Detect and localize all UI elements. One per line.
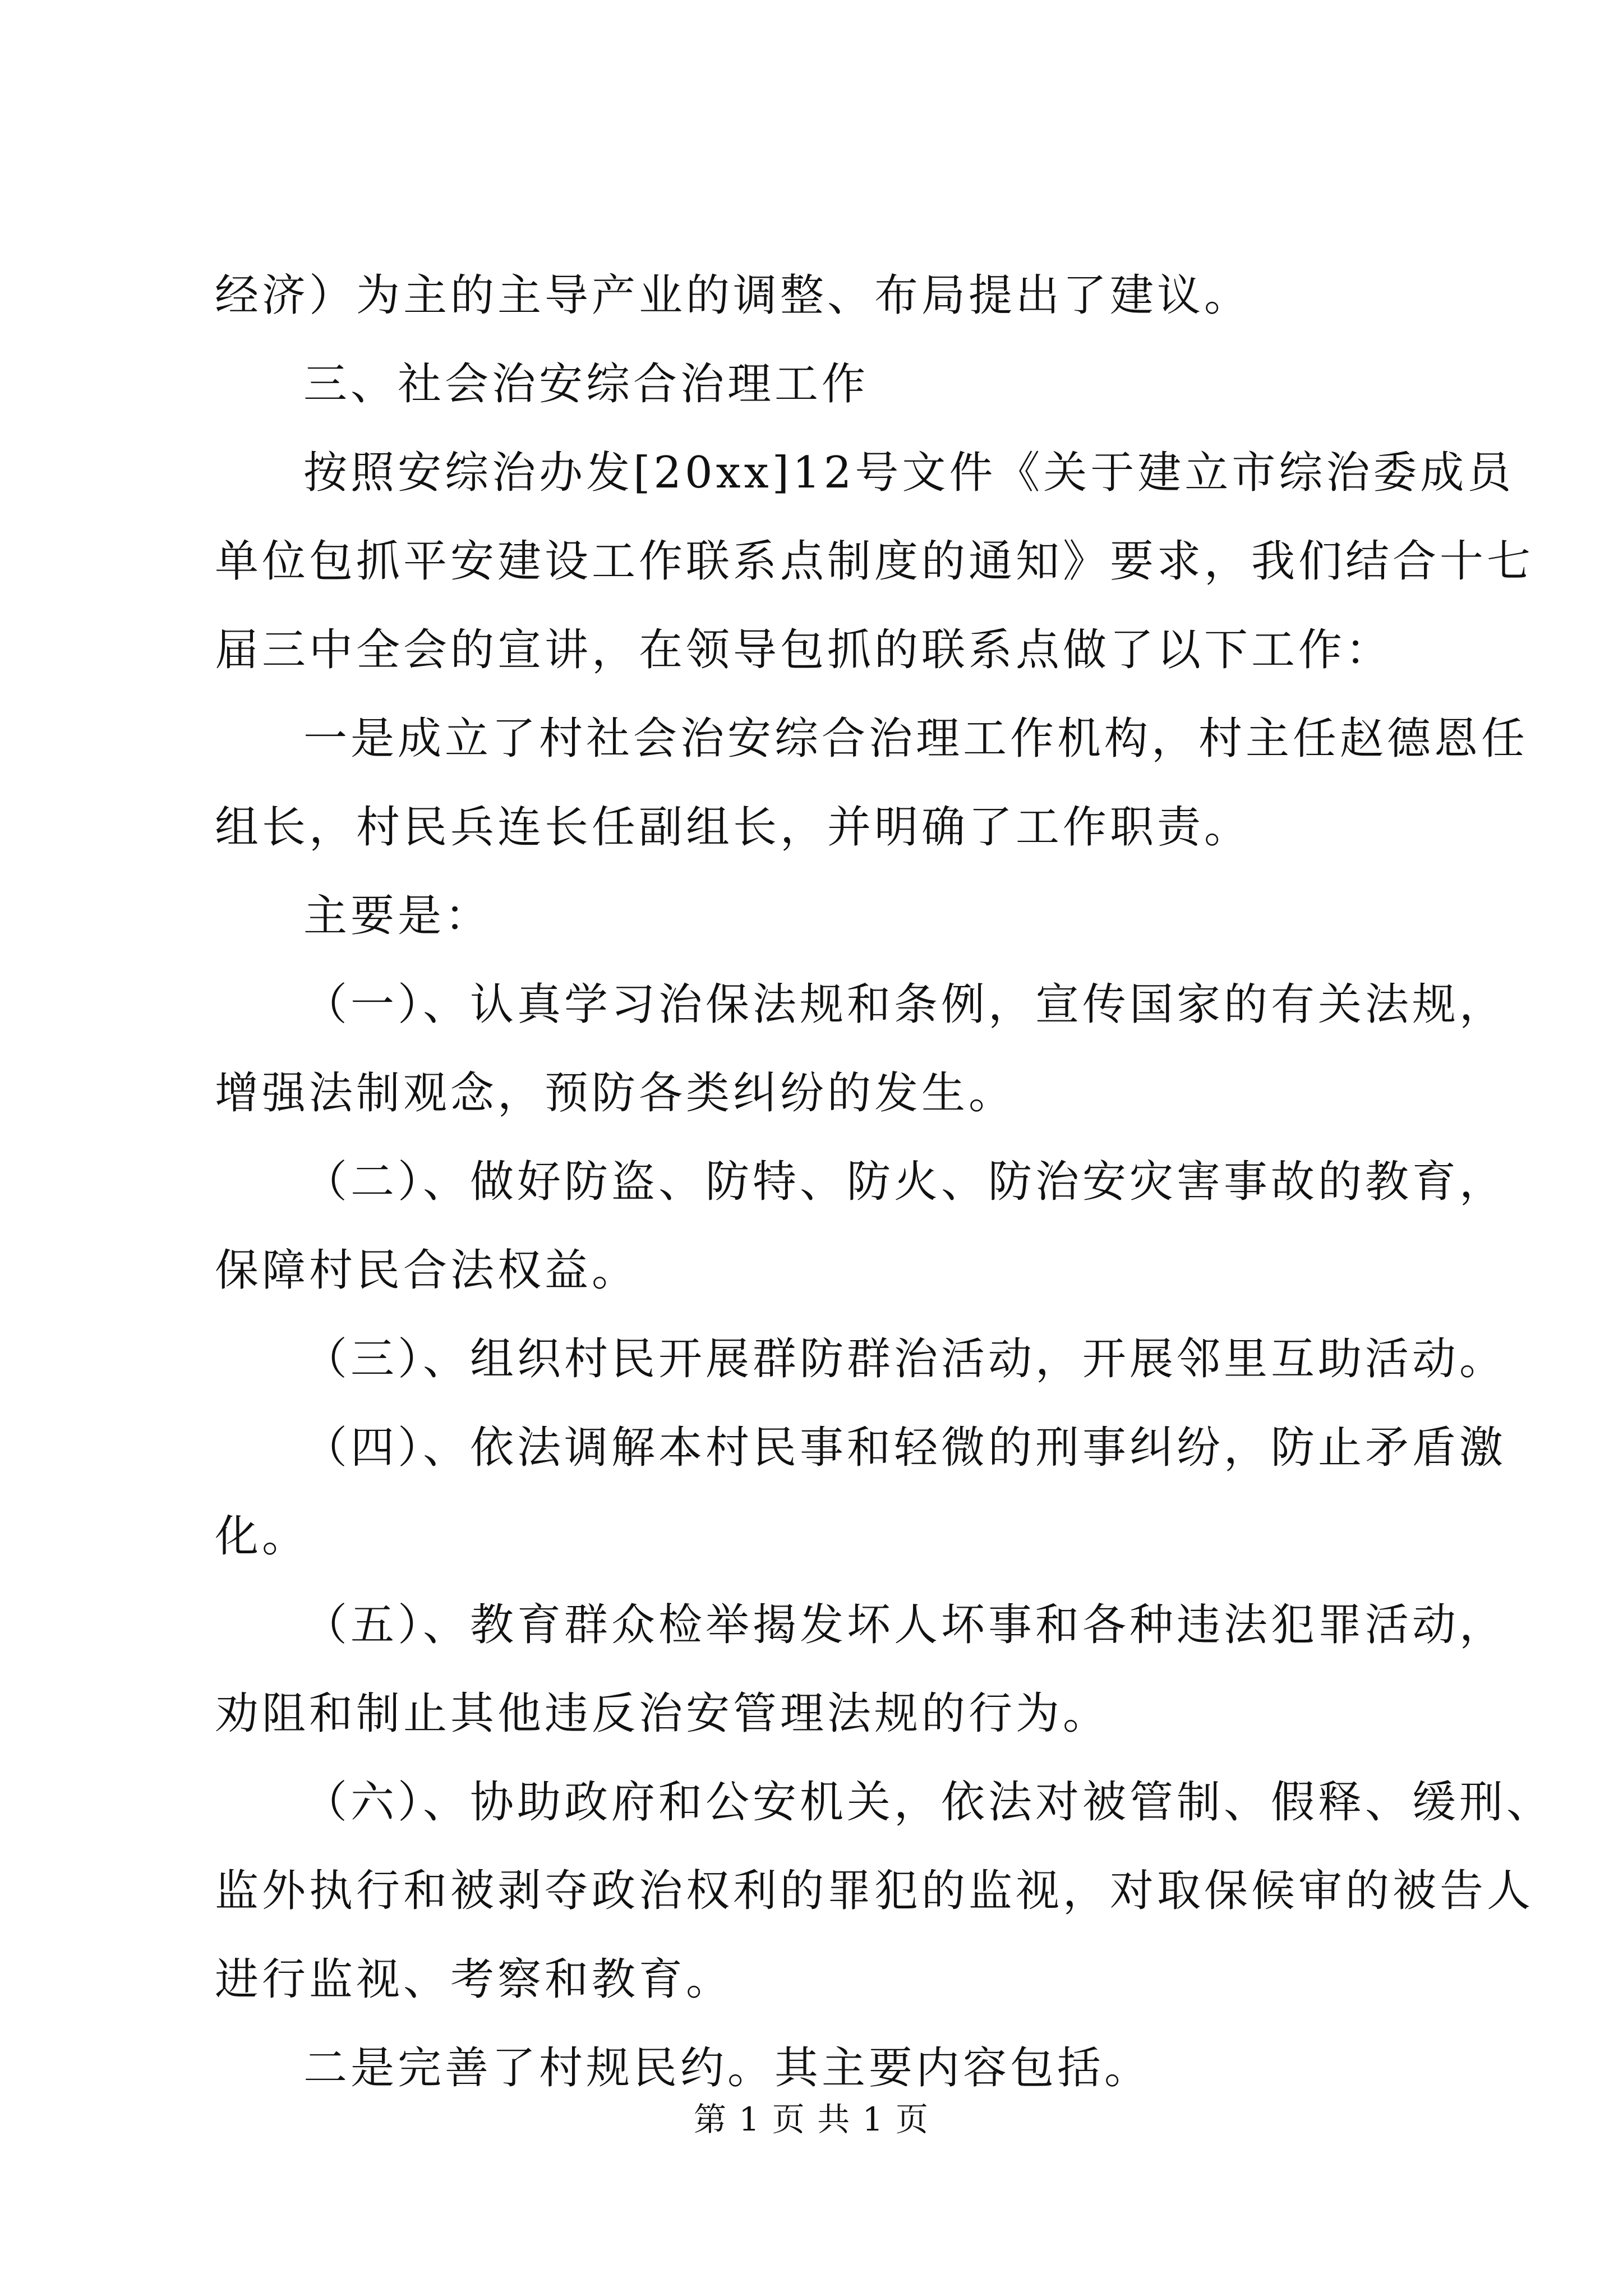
page-footer: 第 1 页 共 1 页 xyxy=(694,2100,929,2138)
list-item: （二）、做好防盗、防特、防火、防治安灾害事故的教育， xyxy=(303,1157,1507,1207)
text-line: 按照安综治办发[20xx]12号文件《关于建立市综治委成员 xyxy=(303,448,1515,498)
text-line: 进行监视、考察和教育。 xyxy=(215,1954,734,2005)
text-line: 经济）为主的主导产业的调整、布局提出了建议。 xyxy=(215,270,1252,321)
text-line: 监外执行和被剥夺政治权利的罪犯的监视，对取保候审的被告人 xyxy=(215,1866,1534,1916)
text-line: 劝阻和制止其他违反治安管理法规的行为。 xyxy=(215,1688,1110,1739)
text-line: 二是完善了村规民约。其主要内容包括。 xyxy=(303,2043,1152,2093)
text-line: 增强法制观念，预防各类纠纷的发生。 xyxy=(215,1068,1016,1119)
text-line: 化。 xyxy=(215,1511,310,1562)
text-line: 一是成立了村社会治安综合治理工作机构，村主任赵德恩任 xyxy=(303,714,1529,764)
text-line: 届三中全会的宣讲，在领导包抓的联系点做了以下工作： xyxy=(215,625,1393,675)
list-item: （六）、协助政府和公安机关，依法对被管制、假释、缓刑、 xyxy=(303,1777,1554,1828)
list-item: （三）、组织村民开展群防群治活动，开展邻里互助活动。 xyxy=(303,1334,1507,1384)
text-line: 单位包抓平安建设工作联系点制度的通知》要求，我们结合十七 xyxy=(215,536,1534,587)
document-body xyxy=(215,251,1554,2113)
text-line: 保障村民合法权益。 xyxy=(215,1245,639,1296)
list-item: （四）、依法调解本村民事和轻微的刑事纠纷，防止矛盾激 xyxy=(303,1423,1507,1473)
text-line: 主要是： xyxy=(303,891,492,941)
section-heading: 三、社会治安综合治理工作 xyxy=(303,359,869,409)
list-item: （五）、教育群众检举揭发坏人坏事和各种违法犯罪活动， xyxy=(303,1600,1507,1650)
list-item: （一）、认真学习治保法规和条例，宣传国家的有关法规， xyxy=(303,979,1507,1030)
text-line: 组长，村民兵连长任副组长，并明确了工作职责。 xyxy=(215,802,1252,853)
